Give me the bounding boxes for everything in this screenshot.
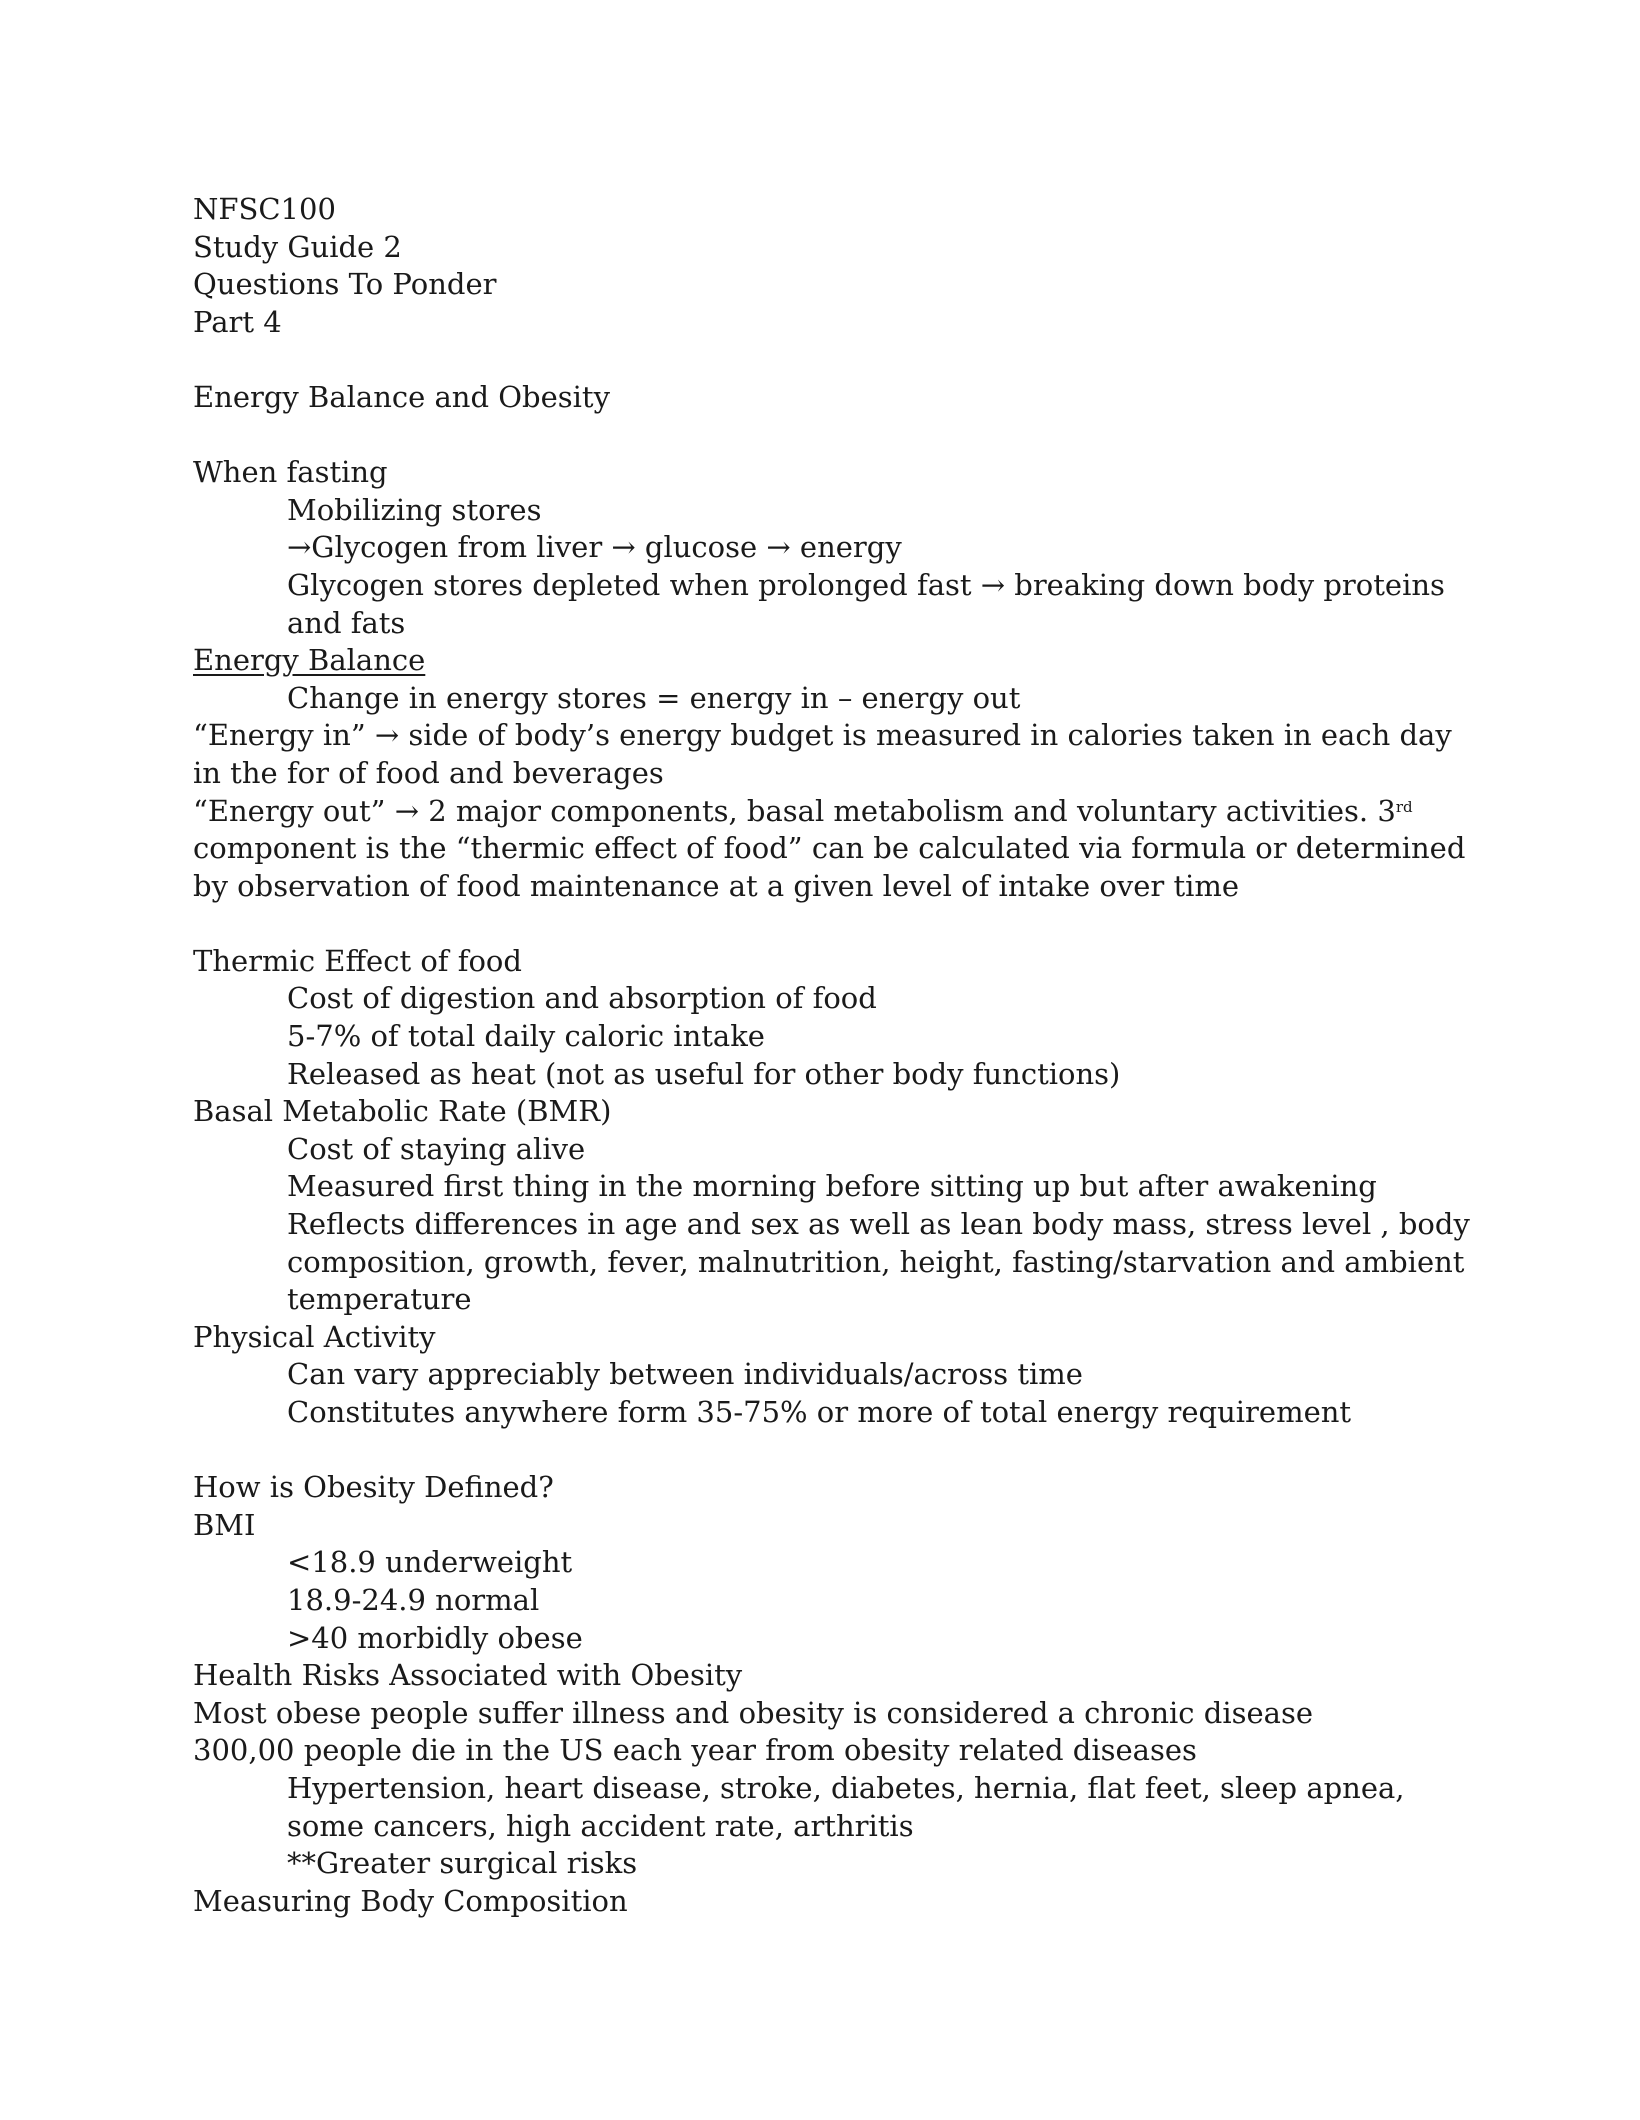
bmr-item: Measured first thing in the morning before sitting up but after awakening <box>287 1169 1377 1204</box>
section-title: Energy Balance and Obesity <box>193 379 610 414</box>
fasting-item: →Glycogen from liver → glucose → energy <box>287 530 902 565</box>
spacer <box>193 417 1473 455</box>
obesity-question: How is Obesity Defined? <box>193 1470 554 1505</box>
thermic-item: 5-7% of total daily caloric intake <box>287 1019 765 1054</box>
thermic-heading: Thermic Effect of food <box>193 943 522 978</box>
risks-line: Most obese people suffer illness and obesity is considered a chronic disease <box>193 1695 1313 1730</box>
activity-item: Constitutes anywhere form 35-75% or more of total energy requirement <box>287 1395 1352 1429</box>
risk-item: **Greater surgical risks <box>287 1846 638 1881</box>
bmi-heading: BMI <box>193 1507 256 1542</box>
bmi-item: 18.9-24.9 normal <box>287 1582 540 1617</box>
guide-title: Study Guide 2 <box>193 229 402 264</box>
energy-equation: Change in energy stores = energy in – energy out <box>287 680 1021 715</box>
guide-subtitle: Questions To Ponder <box>193 267 497 302</box>
fasting-item: Mobilizing stores <box>287 492 542 527</box>
bmr-item: Cost of staying alive <box>287 1131 586 1166</box>
risks-heading: Health Risks Associated with Obesity <box>193 1658 743 1693</box>
risks-line: 300,00 people die in the US each year from obesity related diseases <box>193 1733 1197 1768</box>
fasting-heading: When fasting <box>193 455 388 490</box>
activity-item: Can vary appreciably between individuals/across time <box>287 1357 1083 1392</box>
energy-out-pre: “Energy out” → 2 major components, basal metabolism and voluntary activities. 3 <box>193 793 1396 828</box>
energy-out-post: component is the “thermic effect of food” can be calculated via formula or determined by observation of food maintenance at a given level of intake over time <box>193 831 1466 903</box>
bmr-item: Reflects differences in age and sex as well as lean body mass, stress level , body composition, growth, fever, malnutrition, height, fasting/starvation and ambient temperature <box>287 1207 1470 1317</box>
activity-heading: Physical Activity <box>193 1319 436 1354</box>
course-code: NFSC100 <box>193 192 336 226</box>
bmi-item: >40 morbidly obese <box>287 1620 583 1655</box>
energy-out-sup: rd <box>1395 797 1413 816</box>
fasting-item: Glycogen stores depleted when prolonged fast → breaking down body proteins and fats <box>287 567 1445 640</box>
part-label: Part 4 <box>193 304 282 339</box>
risk-item: Hypertension, heart disease, stroke, diabetes, hernia, flat feet, sleep apnea, some cancers, high accident rate, arthritis <box>287 1770 1405 1843</box>
thermic-item: Released as heat (not as useful for other body functions) <box>287 1056 1121 1091</box>
energy-balance-heading: Energy Balance <box>193 643 426 678</box>
energy-out-text <box>193 793 1473 906</box>
bmi-item: <18.9 underweight <box>287 1545 573 1580</box>
thermic-item: Cost of digestion and absorption of food <box>287 981 877 1016</box>
energy-in-text: “Energy in” → side of body’s energy budget is measured in calories taken in each day in the for of food and beverages <box>193 718 1452 790</box>
spacer <box>193 905 1473 943</box>
measuring-heading: Measuring Body Composition <box>193 1883 628 1918</box>
spacer <box>193 1432 1473 1470</box>
document-body <box>193 191 1473 1920</box>
bmr-heading: Basal Metabolic Rate (BMR) <box>193 1094 612 1129</box>
energy-balance-heading-line <box>193 642 1473 680</box>
spacer <box>193 341 1473 379</box>
